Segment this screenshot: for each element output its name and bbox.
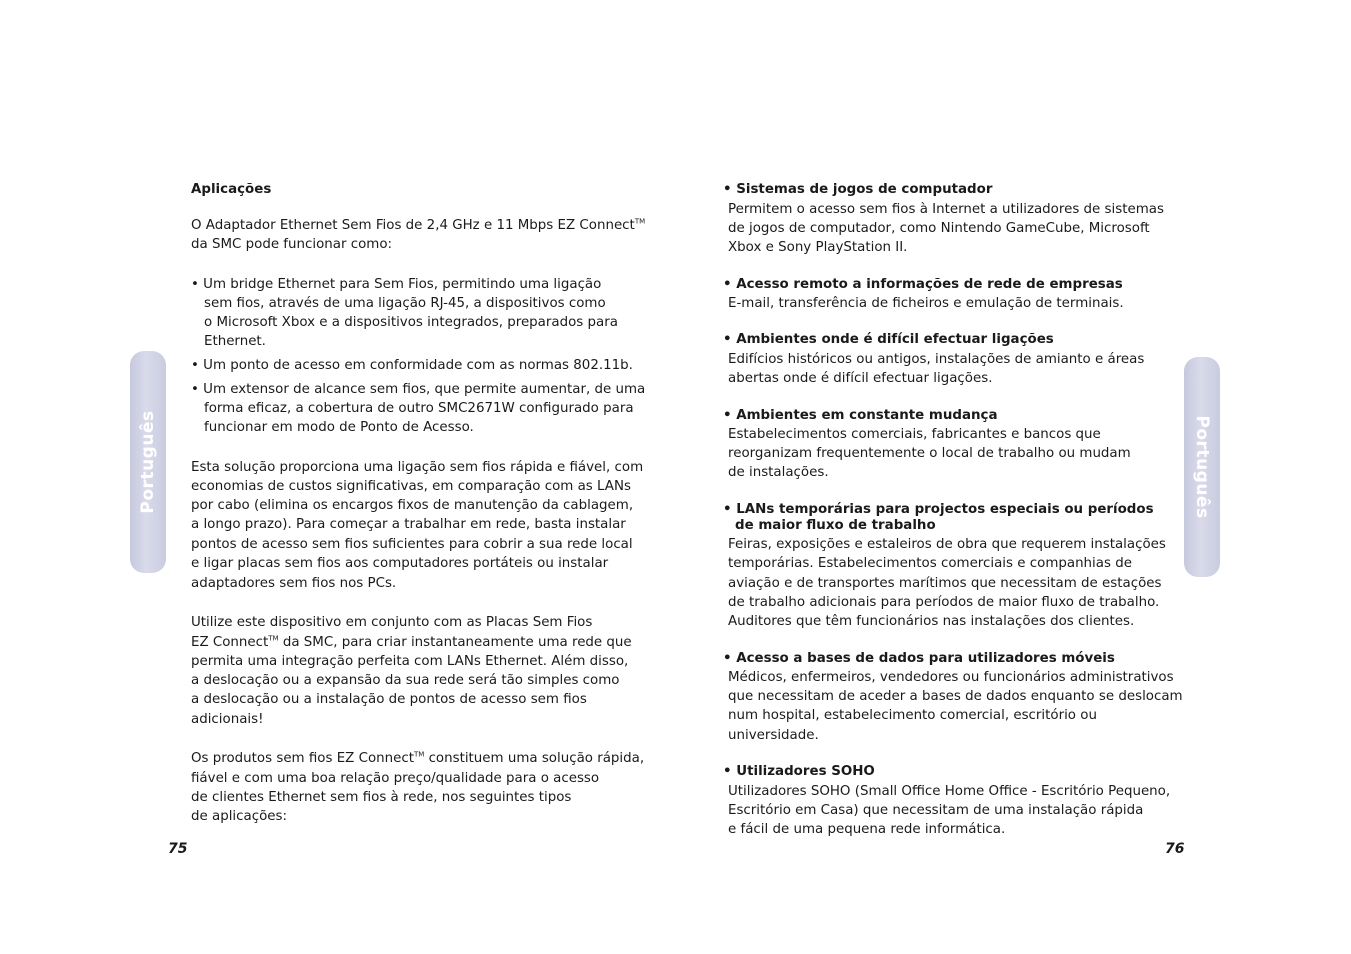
section-body-line: Feiras, exposições e estaleiros de obra que requerem instalações bbox=[728, 537, 1166, 552]
bullet-line: • Um extensor de alcance sem fios, que permite aumentar, de uma bbox=[191, 382, 646, 397]
section-body-line: de instalações. bbox=[728, 465, 829, 480]
section-body-line: que necessitam de aceder a bases de dados enquanto se deslocam bbox=[728, 689, 1183, 704]
section-body-line: e fácil de uma pequena rede informática. bbox=[728, 822, 1006, 837]
language-tab bbox=[1184, 357, 1220, 577]
intro-line-2: da SMC pode funcionar como: bbox=[191, 237, 393, 252]
paragraph-line: Esta solução proporciona uma ligação sem fios rápida e fiável, com bbox=[191, 460, 644, 475]
paragraph-line: por cabo (elimina os encargos fixos de manutenção da cablagem, bbox=[191, 498, 634, 513]
paragraph-line: Os produtos sem fios EZ Connect™ constituem uma solução rápida, bbox=[191, 750, 645, 766]
bullet-line: o Microsoft Xbox e a dispositivos integrados, preparados para bbox=[204, 315, 618, 330]
section-title: de maior fluxo de trabalho bbox=[735, 518, 936, 533]
bullet-line: sem fios, através de uma ligação RJ-45, a dispositivos como bbox=[204, 296, 606, 311]
bullet-line: forma eficaz, a cobertura de outro SMC2671W configurado para bbox=[204, 401, 634, 416]
paragraph-line: pontos de acesso sem fios suficientes para cobrir a sua rede local bbox=[191, 537, 633, 552]
paragraph-line: economias de custos significativas, em comparação com as LANs bbox=[191, 479, 631, 494]
section-body-line: Edifícios históricos ou antigos, instalações de amianto e áreas bbox=[728, 352, 1145, 367]
paragraph-line: de aplicações: bbox=[191, 809, 287, 824]
paragraph-line: adaptadores sem fios nos PCs. bbox=[191, 576, 397, 591]
page-number: 76 bbox=[1165, 841, 1185, 857]
trademark-mark: TM bbox=[634, 217, 646, 226]
paragraph-line: fiável e com uma boa relação preço/qualidade para o acesso bbox=[191, 771, 600, 786]
section-body-line: Permitem o acesso sem fios à Internet a utilizadores de sistemas bbox=[728, 202, 1164, 217]
section-body-line: Estabelecimentos comerciais, fabricantes e bancos que bbox=[728, 427, 1101, 442]
paragraph-line: a longo prazo). Para começar a trabalhar em rede, basta instalar bbox=[191, 517, 626, 532]
section-body-line: temporárias. Estabelecimentos comerciais e companhias de bbox=[728, 556, 1132, 571]
paragraph-line: e ligar placas sem fios aos computadores portáteis ou instalar bbox=[191, 556, 609, 571]
section-body-line: E-mail, transferência de ficheiros e emulação de terminais. bbox=[728, 296, 1124, 311]
section-title: • Acesso a bases de dados para utilizadores móveis bbox=[723, 651, 1115, 666]
section-body-line: Utilizadores SOHO (Small Office Home Office - Escritório Pequeno, bbox=[728, 784, 1171, 799]
section-title: • Ambientes em constante mudança bbox=[723, 408, 998, 423]
section-title: • Utilizadores SOHO bbox=[723, 764, 875, 779]
trademark-mark: TM bbox=[413, 750, 425, 759]
trademark-mark: TM bbox=[268, 634, 279, 643]
paragraph-line: de clientes Ethernet sem fios à rede, nos seguintes tipos bbox=[191, 790, 572, 805]
left-page bbox=[0, 0, 675, 954]
right-page bbox=[675, 0, 1351, 954]
section-title: • Sistemas de jogos de computador bbox=[723, 182, 993, 197]
language-tab-label: Português bbox=[1192, 415, 1212, 519]
section-body-line: de trabalho adicionais para períodos de maior fluxo de trabalho. bbox=[728, 595, 1160, 610]
paragraph-line: a deslocação ou a instalação de pontos de acesso sem fios bbox=[191, 692, 587, 707]
bullet-line: • Um bridge Ethernet para Sem Fios, permitindo uma ligação bbox=[191, 277, 602, 292]
section-body-line: num hospital, estabelecimento comercial, escritório ou bbox=[728, 708, 1097, 723]
section-body-line: universidade. bbox=[728, 728, 819, 743]
bullet-line: funcionar em modo de Ponto de Acesso. bbox=[204, 420, 474, 435]
section-body-line: Médicos, enfermeiros, vendedores ou funcionários administrativos bbox=[728, 670, 1174, 685]
section-body-line: reorganizam frequentemente o local de trabalho ou mudam bbox=[728, 446, 1131, 461]
section-body-line: Auditores que têm funcionários nas instalações dos clientes. bbox=[728, 614, 1135, 629]
section-title: • Acesso remoto a informações de rede de empresas bbox=[723, 277, 1123, 292]
bullet-line: • Um ponto de acesso em conformidade com as normas 802.11b. bbox=[191, 358, 633, 373]
section-body-line: Escritório em Casa) que necessitam de uma instalação rápida bbox=[728, 803, 1144, 818]
section-title: • Ambientes onde é difícil efectuar ligações bbox=[723, 332, 1054, 347]
paragraph-line: a deslocação ou a expansão da sua rede será tão simples como bbox=[191, 673, 620, 688]
page-number: 75 bbox=[168, 841, 188, 857]
section-body-line: aviação e de transportes marítimos que necessitam de estações bbox=[728, 576, 1162, 591]
section-heading: Aplicações bbox=[191, 182, 272, 197]
bullet-line: Ethernet. bbox=[204, 334, 266, 349]
paragraph-line: EZ Connect™ da SMC, para criar instantaneamente uma rede que bbox=[191, 634, 632, 650]
language-tab bbox=[130, 351, 166, 573]
section-title: • LANs temporárias para projectos especiais ou períodos bbox=[723, 502, 1154, 517]
paragraph-line: permita uma integração perfeita com LANs Ethernet. Além disso, bbox=[191, 654, 629, 669]
language-tab-label: Português bbox=[138, 410, 158, 514]
section-body-line: abertas onde é difícil efectuar ligações. bbox=[728, 371, 993, 386]
section-body-line: de jogos de computador, como Nintendo GameCube, Microsoft bbox=[728, 221, 1150, 236]
section-body-line: Xbox e Sony PlayStation II. bbox=[728, 240, 908, 255]
intro-line-1: O Adaptador Ethernet Sem Fios de 2,4 GHz e 11 Mbps EZ Connect™ bbox=[191, 217, 646, 233]
paragraph-line: Utilize este dispositivo em conjunto com as Placas Sem Fios bbox=[191, 615, 593, 630]
paragraph-line: adicionais! bbox=[191, 712, 264, 727]
